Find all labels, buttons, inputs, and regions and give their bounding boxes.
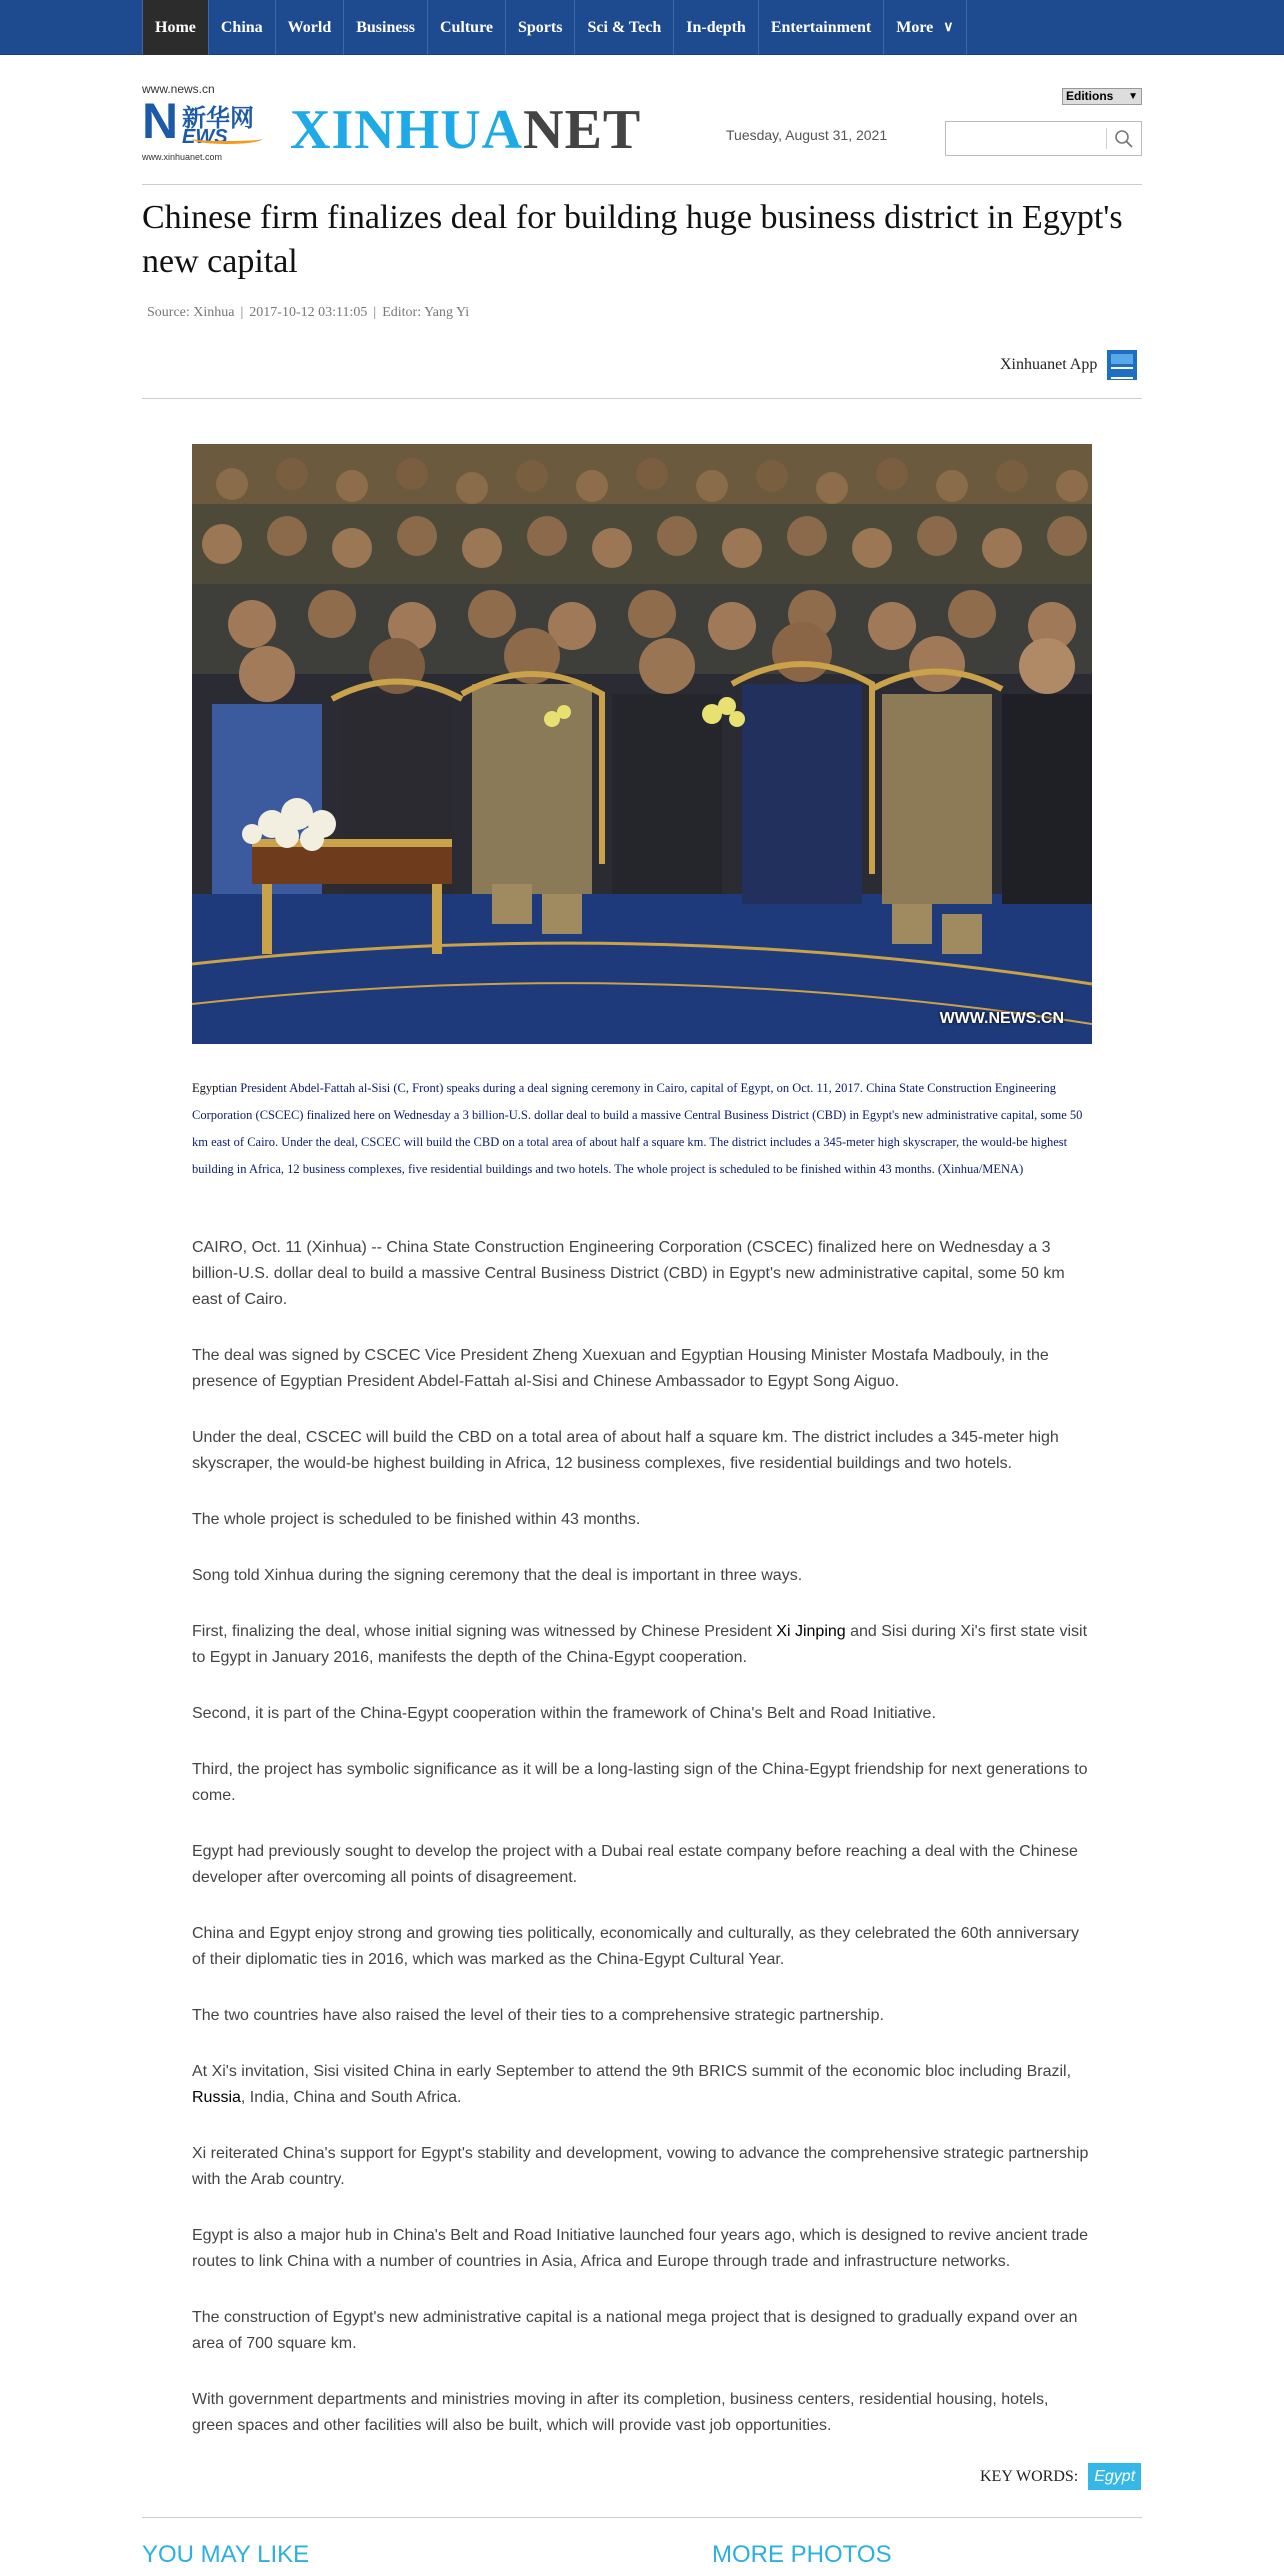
nav-item-label: Culture <box>439 18 493 36</box>
keyword-tag-egypt[interactable]: Egypt <box>1088 2463 1141 2490</box>
photo-caption <box>192 1075 1092 1183</box>
search-divider <box>1106 128 1107 149</box>
nav-item-label: Home <box>155 18 196 36</box>
article-editor: Editor: Yang Yi <box>382 305 470 320</box>
search-box <box>945 121 1142 156</box>
app-link-label: Xinhuanet App <box>1000 356 1098 373</box>
article-paragraph: Xi reiterated China's support for Egypt's stability and development, vowing to advance the comprehensive strategic partnership with the Arab country. <box>192 2145 1089 2188</box>
brand-xinhua: XINHUA <box>290 99 524 161</box>
search-input[interactable] <box>946 122 1106 155</box>
article-source: Source: Xinhua <box>147 305 235 320</box>
nav-menu <box>142 0 967 55</box>
nav-item-label: Business <box>356 18 415 36</box>
nav-item-label: Sci & Tech <box>587 18 662 36</box>
xi-jinping-link[interactable]: Xi Jinping <box>776 1623 846 1640</box>
article-photo <box>192 444 1092 1044</box>
current-date: Tuesday, August 31, 2021 <box>726 127 888 143</box>
app-qr-icon <box>1107 350 1137 380</box>
article-body <box>192 1235 1092 2469</box>
nav-item-label: World <box>287 18 332 36</box>
paragraph-text: First, finalizing the deal, whose initial signing was witnessed by Chinese President <box>192 1623 777 1640</box>
article-paragraph: The deal was signed by CSCEC Vice President Zheng Xuexuan and Egyptian Housing Minister Mostafa Madbouly, in the presence of Egyptian President Abdel-Fattah al-Sisi and Chinese Ambassador to Egypt Song Aiguo. <box>192 1347 1049 1390</box>
article-paragraph: Egypt is also a major hub in China's Belt and Road Initiative launched four years ago, which is designed to revive ancient trade routes to link China with a number of countries in Asia, Africa and Europe through trade and infrastructure networks. <box>192 2227 1089 2270</box>
nav-item-more[interactable] <box>884 0 966 55</box>
nav-item-sci-tech[interactable] <box>575 0 674 55</box>
article-paragraph <box>192 2059 1092 2111</box>
search-icon[interactable] <box>1114 129 1134 149</box>
paragraph-text: and Sisi during Xi's first state visit to Egypt in January 2016, manifests the depth of the China-Egypt cooperation. <box>192 1623 1088 1666</box>
brand-net: NET <box>523 99 642 161</box>
photo-watermark: WWW.NEWS.CN <box>939 1010 1064 1027</box>
nav-item-sports[interactable] <box>506 0 575 55</box>
article-paragraph: China and Egypt enjoy strong and growing ties politically, economically and culturally, as they celebrated the 60th anniversary of their diplomatic ties in 2016, which was marked as the China-Egypt Cultural Year. <box>192 1925 1080 1968</box>
logo-swoosh-icon <box>192 134 262 144</box>
nav-item-label: More <box>896 18 934 36</box>
article-paragraph: The two countries have also raised the level of their ties to a comprehensive strategic partnership. <box>192 2007 884 2024</box>
news-cn-logo[interactable] <box>142 82 262 162</box>
article-paragraph: The construction of Egypt's new administrative capital is a national mega project that is designed to gradually expand over an area of 700 square km. <box>192 2309 1078 2352</box>
nav-item-label: Entertainment <box>770 18 872 36</box>
article-paragraph: Under the deal, CSCEC will build the CBD on a total area of about half a square km. The district includes a 345-meter high skyscraper, the would-be highest building in Africa, 12 business complexes, five residential buildings and two hotels. <box>192 1429 1059 1472</box>
nav-item-world[interactable] <box>276 0 345 55</box>
article-paragraph: Second, it is part of the China-Egypt cooperation within the framework of China's Belt and Road Initiative. <box>192 1705 936 1722</box>
nav-item-label: In-depth <box>686 18 746 36</box>
russia-link[interactable]: Russia <box>192 2089 241 2106</box>
nav-item-china[interactable] <box>209 0 276 55</box>
article-meta: Source: Xinhua | 2017-10-12 03:11:05 | Editor: Yang Yi <box>147 305 470 320</box>
top-navigation-bar <box>0 0 1284 55</box>
logo-small-url: www.xinhuanet.com <box>142 152 223 162</box>
chevron-down-icon: ∨ <box>943 20 954 35</box>
article-paragraph: Song told Xinhua during the signing ceremony that the deal is important in three ways. <box>192 1567 803 1584</box>
keywords-label: KEY WORDS: <box>980 2467 1079 2485</box>
you-may-like-heading: YOU MAY LIKE <box>142 2541 310 2568</box>
nav-item-label: Sports <box>517 18 563 36</box>
logo-url-text: www.news.cn <box>142 82 215 96</box>
nav-item-in-depth[interactable] <box>674 0 759 55</box>
caption-text: ian President Abdel-Fattah al-Sisi (C, Front) speaks during a deal signing ceremony in Cairo, capital of Egypt, on Oct. 11, 2017. China State Construction Engineering Corporation (CSCEC) finalized here on Wednesday a 3 billion-U.S. dollar deal to build a massive Central Business District (CBD) in Egypt's new administrative capital, some 50 km east of Cairo. Under the deal, CSCEC will build the CBD on a total area of about half a square km. The district includes a 345-meter high skyscraper, the would-be highest building in Africa, 12 business complexes, five residential buildings and two hotels. The whole project is scheduled to be finished within 43 months. (Xinhua/MENA) <box>192 1081 1083 1176</box>
logo-chinese-text: 新华网 <box>182 104 254 132</box>
paragraph-text: At Xi's invitation, Sisi visited China in early September to attend the 9th BRICS summit of the economic bloc including Brazil, <box>192 2063 1072 2080</box>
article-paragraph <box>192 1619 1092 1671</box>
xinhuanet-app-link[interactable] <box>1000 350 1137 380</box>
xinhuanet-brand-logo[interactable] <box>290 100 641 160</box>
article-paragraph: With government departments and ministries moving in after its completion, business centers, residential housing, hotels, green spaces and other facilities will also be built, which will provide vast job opportunities. <box>192 2391 1049 2434</box>
article-paragraph: CAIRO, Oct. 11 (Xinhua) -- China State Construction Engineering Corporation (CSCEC) finalized here on Wednesday a 3 billion-U.S. dollar deal to build a massive Central Business District (CBD) in Egypt's new administrative capital, some 50 km east of Cairo. <box>192 1239 1065 1308</box>
footer-divider <box>142 2517 1142 2518</box>
article-timestamp: 2017-10-12 03:11:05 <box>249 305 368 320</box>
header-divider <box>142 184 1142 185</box>
meta-divider <box>142 398 1142 399</box>
paragraph-text: , India, China and South Africa. <box>240 2089 462 2106</box>
nav-item-business[interactable] <box>344 0 428 55</box>
logo-n-letter: N <box>142 93 177 149</box>
article-paragraph: Third, the project has symbolic significance as it will be a long-lasting sign of the China-Egypt friendship for next generations to come. <box>192 1761 1088 1804</box>
editions-select[interactable] <box>1062 88 1142 105</box>
caption-lead: Egypt <box>192 1081 222 1095</box>
nav-item-home[interactable] <box>142 0 209 55</box>
dropdown-arrow-icon: ▼ <box>1128 91 1138 102</box>
article-paragraph: Egypt had previously sought to develop the project with a Dubai real estate company before reaching a deal with the Chinese developer after overcoming all points of disagreement. <box>192 1843 1078 1886</box>
article-title: Chinese firm finalizes deal for building huge business district in Egypt's new capital <box>142 199 1123 280</box>
article-paragraph: The whole project is scheduled to be finished within 43 months. <box>192 1511 641 1528</box>
more-photos-heading: MORE PHOTOS <box>712 2541 892 2568</box>
nav-item-entertainment[interactable] <box>759 0 884 55</box>
nav-item-label: China <box>220 18 263 36</box>
keywords-bar <box>980 2463 1141 2490</box>
logo-ews-text: EWS <box>182 126 228 148</box>
editions-label: Editions <box>1066 89 1114 103</box>
nav-item-culture[interactable] <box>428 0 506 55</box>
